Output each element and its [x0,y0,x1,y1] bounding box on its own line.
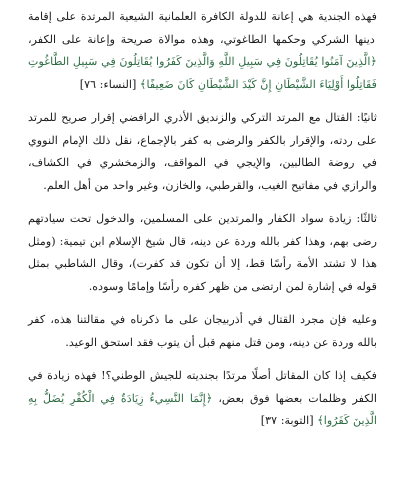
third-point-text: ثالثًا: زيادة سواد الكفار والمرتدين على المسلمين، والدخول تحت سيادتهم رضى بهم، وهذا كفر بالله وردة عن دينه، قال شيخ الإسلام ابن تيمية: (ومثل هذا لا تشتد الأمة رأسًا قط، إلا أن تكون قد كفرت)، وقال الشاطبي بمثل قوله في إشارة لمن ارتضى من ظهر كفره رأسًا وإمامًا وسوده. [28,212,377,293]
conclusion-text: وعليه فإن مجرد القتال في أذربيجان على ما ذكرناه في مقالتنا هذه، كفر بالله وردة عن دينه، ومن قتل منهم قبل أن يتوب فقد استحق الوعيد. [28,313,377,349]
paragraph-second-point [28,107,377,197]
quran-verse-nisa-76: ﴿الَّذِينَ آمَنُوا يُقَاتِلُونَ فِي سَبِيلِ اللَّهِ وَالَّذِينَ كَفَرُوا يُقَاتِلُونَ فِي سَبِيلِ الطَّاغُوتِ فَقَاتِلُوا أَوْلِيَاءَ الشَّيْطَانِ إِنَّ كَيْدَ الشَّيْطَانِ كَانَ ضَعِيفًا﴾ [28,55,377,91]
second-point-text: ثانيًا: القتال مع المرتد التركي والزنديق الأذري الرافضي إقرار صريح للمرتد على ردته، والإقرار بالكفر والرضى به كفر بالإجماع، نقل ذلك الإمام النووي في روضة الطالبين، والإيجي في المواقف، والزمخشري في الكشاف، والرازي في مفاتيح الغيب، والقرطبي، والخازن، وغير واحد من أهل العلم. [28,111,377,192]
quran-verse-tawbah-37: ﴿إِنَّمَا النَّسِيءُ زِيَادَةٌ فِي الْكُفْرِ يُضَلُّ بِهِ الَّذِينَ كَفَرُوا﴾ [28,391,377,427]
verse-reference-nisa: [النساء: ٧٦] [79,77,137,91]
paragraph-third-point [28,208,377,298]
final-text: فكيف إذا كان المقاتل أصلًا مرتدًا بجنديته للجيش الوطني؟! فهذه زيادة في الكفر وظلمات بعضها فوق بعض، [28,369,378,405]
paragraph-conclusion [28,309,377,354]
paragraph-final [28,365,377,433]
paragraph-intro [28,6,377,96]
verse-reference-tawbah: [التوبة: ٣٧] [260,414,314,427]
intro-text: فهذه الجندية هي إعانة للدولة الكافرة العلمانية الشيعية المرتدة على إقامة دينها الشركي وحكمها الطاغوتي، وهذه موالاة صريحة وإعانة على الكفر، [28,10,377,46]
